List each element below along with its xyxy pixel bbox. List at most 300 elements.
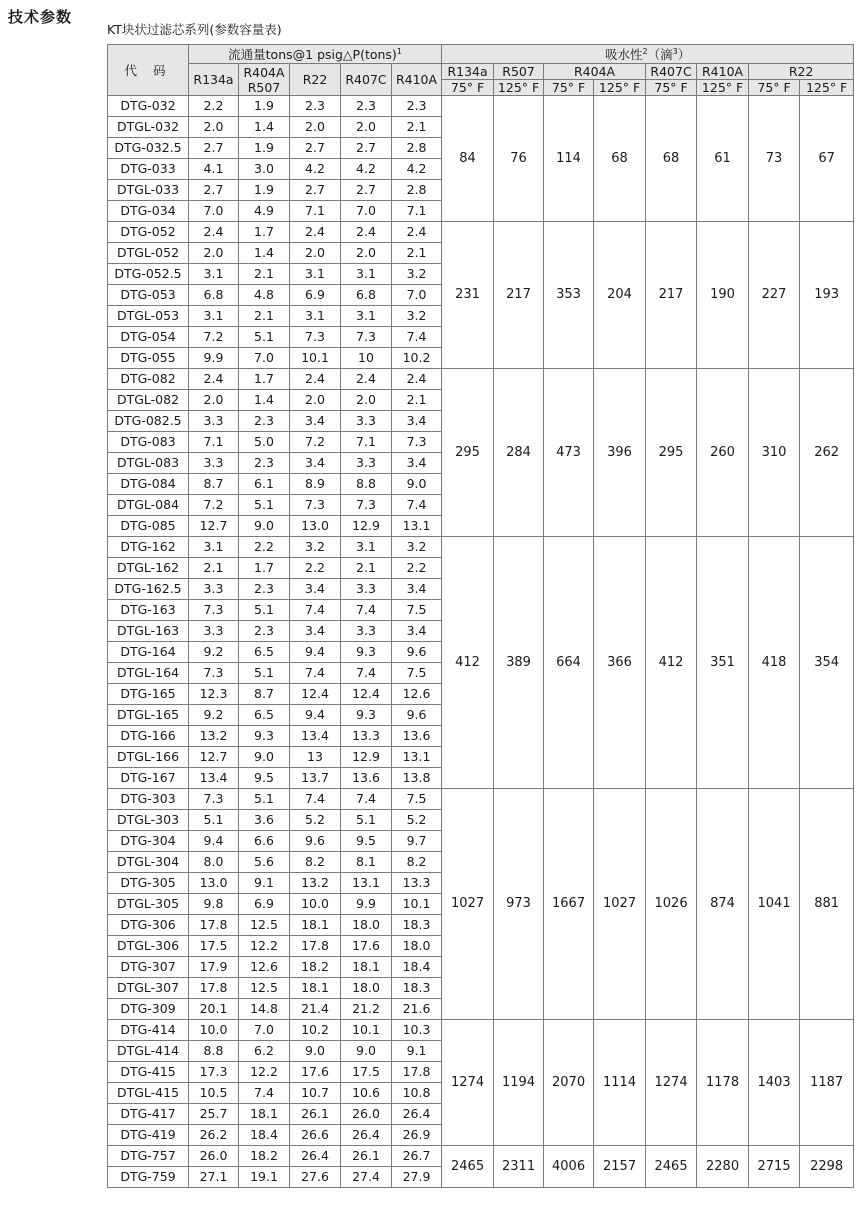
model-code-cell: DTG-307: [108, 957, 189, 978]
flow-value-cell: 9.3: [239, 726, 290, 747]
flow-value-cell: 26.7: [392, 1146, 442, 1167]
model-code-cell: DTGL-165: [108, 705, 189, 726]
model-code-cell: DTGL-162: [108, 558, 189, 579]
absorb-value-cell: 366: [594, 537, 646, 789]
flow-value-cell: 2.3: [392, 96, 442, 117]
flow-value-cell: 7.4: [290, 663, 341, 684]
model-code-cell: DTG-034: [108, 201, 189, 222]
flow-value-cell: 12.6: [239, 957, 290, 978]
header-flow-r134a: R134a: [189, 64, 239, 96]
flow-value-cell: 2.0: [290, 243, 341, 264]
flow-value-cell: 8.1: [341, 852, 392, 873]
flow-value-cell: 2.2: [290, 558, 341, 579]
header-temp: 75° F: [544, 80, 594, 96]
model-code-cell: DTG-417: [108, 1104, 189, 1125]
model-code-cell: DTG-083: [108, 432, 189, 453]
absorb-value-cell: 2311: [494, 1146, 544, 1188]
flow-value-cell: 2.1: [341, 558, 392, 579]
flow-value-cell: 10.0: [290, 894, 341, 915]
flow-value-cell: 9.4: [290, 642, 341, 663]
flow-value-cell: 9.2: [189, 705, 239, 726]
flow-value-cell: 1.4: [239, 117, 290, 138]
flow-value-cell: 7.5: [392, 789, 442, 810]
flow-value-cell: 17.8: [290, 936, 341, 957]
flow-value-cell: 5.1: [239, 600, 290, 621]
flow-value-cell: 9.5: [341, 831, 392, 852]
flow-value-cell: 2.4: [290, 222, 341, 243]
header-code: 代 码: [108, 45, 189, 96]
flow-value-cell: 10.2: [290, 1020, 341, 1041]
flow-value-cell: 13.4: [189, 768, 239, 789]
flow-value-cell: 2.0: [341, 243, 392, 264]
model-code-cell: DTG-082: [108, 369, 189, 390]
header-abs-r507: R507: [494, 64, 544, 80]
flow-value-cell: 7.4: [392, 327, 442, 348]
absorb-value-cell: 295: [646, 369, 697, 537]
flow-value-cell: 6.5: [239, 705, 290, 726]
flow-value-cell: 26.2: [189, 1125, 239, 1146]
flow-value-cell: 13.7: [290, 768, 341, 789]
flow-value-cell: 26.4: [392, 1104, 442, 1125]
table-body: [108, 96, 854, 1188]
flow-value-cell: 2.7: [189, 180, 239, 201]
flow-value-cell: 7.4: [290, 600, 341, 621]
table-row: [108, 369, 854, 390]
flow-value-cell: 2.1: [392, 390, 442, 411]
absorb-value-cell: 351: [697, 537, 749, 789]
flow-value-cell: 7.4: [392, 495, 442, 516]
absorb-value-cell: 262: [800, 369, 854, 537]
flow-value-cell: 13.2: [189, 726, 239, 747]
flow-value-cell: 9.6: [392, 705, 442, 726]
flow-value-cell: 7.0: [239, 348, 290, 369]
absorb-value-cell: 67: [800, 96, 854, 222]
flow-value-cell: 9.8: [189, 894, 239, 915]
absorb-value-cell: 1027: [442, 789, 494, 1020]
model-code-cell: DTGL-052: [108, 243, 189, 264]
absorb-value-cell: 1041: [749, 789, 800, 1020]
flow-value-cell: 1.7: [239, 558, 290, 579]
absorb-value-cell: 204: [594, 222, 646, 369]
flow-value-cell: 5.2: [290, 810, 341, 831]
flow-value-cell: 13: [290, 747, 341, 768]
flow-value-cell: 13.0: [189, 873, 239, 894]
flow-value-cell: 6.9: [290, 285, 341, 306]
flow-value-cell: 19.1: [239, 1167, 290, 1188]
table-row: [108, 1146, 854, 1167]
flow-value-cell: 3.4: [392, 579, 442, 600]
flow-value-cell: 5.1: [239, 663, 290, 684]
flow-value-cell: 17.8: [392, 1062, 442, 1083]
flow-value-cell: 3.1: [290, 264, 341, 285]
flow-value-cell: 18.1: [341, 957, 392, 978]
flow-value-cell: 2.4: [189, 222, 239, 243]
model-code-cell: DTGL-084: [108, 495, 189, 516]
flow-value-cell: 7.0: [392, 285, 442, 306]
flow-value-cell: 6.9: [239, 894, 290, 915]
flow-value-cell: 7.1: [341, 432, 392, 453]
model-code-cell: DTG-309: [108, 999, 189, 1020]
header-flow-r407c: R407C: [341, 64, 392, 96]
flow-value-cell: 3.3: [341, 621, 392, 642]
flow-value-cell: 7.3: [341, 327, 392, 348]
absorb-value-cell: 973: [494, 789, 544, 1020]
header-temp: 125° F: [594, 80, 646, 96]
flow-value-cell: 12.4: [341, 684, 392, 705]
flow-value-cell: 2.7: [189, 138, 239, 159]
flow-value-cell: 9.6: [290, 831, 341, 852]
absorb-value-cell: 874: [697, 789, 749, 1020]
flow-value-cell: 10.6: [341, 1083, 392, 1104]
absorb-value-cell: 193: [800, 222, 854, 369]
model-code-cell: DTG-305: [108, 873, 189, 894]
absorb-value-cell: 881: [800, 789, 854, 1020]
flow-value-cell: 7.4: [341, 600, 392, 621]
flow-value-cell: 9.1: [392, 1041, 442, 1062]
flow-value-cell: 10.2: [392, 348, 442, 369]
flow-value-cell: 7.3: [290, 495, 341, 516]
flow-value-cell: 7.3: [189, 789, 239, 810]
flow-value-cell: 5.1: [239, 495, 290, 516]
flow-value-cell: 2.3: [239, 579, 290, 600]
flow-value-cell: 13.6: [341, 768, 392, 789]
header-abs-r404a: R404A: [544, 64, 646, 80]
flow-value-cell: 6.1: [239, 474, 290, 495]
flow-value-cell: 3.4: [290, 579, 341, 600]
model-code-cell: DTGL-307: [108, 978, 189, 999]
flow-value-cell: 10.5: [189, 1083, 239, 1104]
flow-value-cell: 26.0: [341, 1104, 392, 1125]
flow-value-cell: 17.6: [290, 1062, 341, 1083]
absorb-value-cell: 2298: [800, 1146, 854, 1188]
flow-value-cell: 5.1: [189, 810, 239, 831]
flow-value-cell: 27.9: [392, 1167, 442, 1188]
flow-value-cell: 2.1: [239, 264, 290, 285]
flow-value-cell: 3.3: [341, 411, 392, 432]
flow-value-cell: 2.1: [392, 117, 442, 138]
flow-value-cell: 6.2: [239, 1041, 290, 1062]
flow-value-cell: 2.7: [341, 138, 392, 159]
flow-value-cell: 26.9: [392, 1125, 442, 1146]
flow-value-cell: 5.6: [239, 852, 290, 873]
flow-value-cell: 9.9: [189, 348, 239, 369]
model-code-cell: DTGL-304: [108, 852, 189, 873]
flow-value-cell: 7.4: [341, 663, 392, 684]
absorb-value-cell: 412: [442, 537, 494, 789]
flow-value-cell: 3.3: [189, 621, 239, 642]
model-code-cell: DTG-162: [108, 537, 189, 558]
flow-value-cell: 2.8: [392, 180, 442, 201]
flow-value-cell: 18.0: [341, 915, 392, 936]
flow-value-cell: 2.7: [290, 138, 341, 159]
flow-value-cell: 27.4: [341, 1167, 392, 1188]
absorb-value-cell: 412: [646, 537, 697, 789]
model-code-cell: DTG-415: [108, 1062, 189, 1083]
model-code-cell: DTG-414: [108, 1020, 189, 1041]
model-code-cell: DTG-164: [108, 642, 189, 663]
flow-value-cell: 2.4: [341, 369, 392, 390]
absorb-value-cell: 389: [494, 537, 544, 789]
flow-value-cell: 7.2: [189, 327, 239, 348]
flow-value-cell: 8.7: [239, 684, 290, 705]
flow-value-cell: 8.7: [189, 474, 239, 495]
parameter-table: [107, 44, 854, 1188]
flow-value-cell: 3.1: [341, 537, 392, 558]
flow-value-cell: 2.2: [189, 96, 239, 117]
header-flow-r22: R22: [290, 64, 341, 96]
model-code-cell: DTGL-083: [108, 453, 189, 474]
absorb-value-cell: 76: [494, 96, 544, 222]
flow-value-cell: 7.1: [290, 201, 341, 222]
flow-value-cell: 12.3: [189, 684, 239, 705]
flow-value-cell: 18.1: [290, 915, 341, 936]
flow-value-cell: 5.1: [239, 789, 290, 810]
flow-value-cell: 9.4: [290, 705, 341, 726]
header-abs-r22: R22: [749, 64, 854, 80]
absorb-value-cell: 1027: [594, 789, 646, 1020]
flow-value-cell: 10.1: [290, 348, 341, 369]
flow-value-cell: 7.0: [239, 1020, 290, 1041]
flow-value-cell: 7.4: [341, 789, 392, 810]
absorb-value-cell: 260: [697, 369, 749, 537]
flow-value-cell: 26.4: [290, 1146, 341, 1167]
flow-value-cell: 7.1: [392, 201, 442, 222]
flow-value-cell: 18.4: [239, 1125, 290, 1146]
model-code-cell: DTG-303: [108, 789, 189, 810]
flow-value-cell: 8.0: [189, 852, 239, 873]
flow-value-cell: 2.3: [239, 411, 290, 432]
flow-value-cell: 5.1: [239, 327, 290, 348]
flow-value-cell: 7.3: [290, 327, 341, 348]
flow-value-cell: 21.2: [341, 999, 392, 1020]
flow-value-cell: 10.3: [392, 1020, 442, 1041]
model-code-cell: DTGL-414: [108, 1041, 189, 1062]
table-row: [108, 96, 854, 117]
header-abs-r410a: R410A: [697, 64, 749, 80]
flow-value-cell: 27.1: [189, 1167, 239, 1188]
model-code-cell: DTG-163: [108, 600, 189, 621]
flow-value-cell: 7.0: [341, 201, 392, 222]
flow-value-cell: 27.6: [290, 1167, 341, 1188]
flow-value-cell: 18.1: [239, 1104, 290, 1125]
flow-value-cell: 9.3: [341, 705, 392, 726]
flow-value-cell: 2.4: [392, 222, 442, 243]
flow-value-cell: 3.4: [392, 411, 442, 432]
flow-value-cell: 7.3: [341, 495, 392, 516]
model-code-cell: DTG-165: [108, 684, 189, 705]
flow-value-cell: 17.5: [341, 1062, 392, 1083]
header-abs-r134a: R134a: [442, 64, 494, 80]
flow-value-cell: 7.3: [392, 432, 442, 453]
flow-value-cell: 18.2: [290, 957, 341, 978]
flow-value-cell: 3.2: [392, 537, 442, 558]
flow-value-cell: 2.4: [290, 369, 341, 390]
flow-value-cell: 26.1: [290, 1104, 341, 1125]
flow-value-cell: 18.2: [239, 1146, 290, 1167]
flow-value-cell: 26.6: [290, 1125, 341, 1146]
flow-value-cell: 9.5: [239, 768, 290, 789]
model-code-cell: DTG-304: [108, 831, 189, 852]
model-code-cell: DTG-052: [108, 222, 189, 243]
flow-value-cell: 18.4: [392, 957, 442, 978]
absorb-value-cell: 227: [749, 222, 800, 369]
flow-value-cell: 2.7: [290, 180, 341, 201]
model-code-cell: DTG-085: [108, 516, 189, 537]
absorb-value-cell: 2465: [646, 1146, 697, 1188]
flow-value-cell: 1.7: [239, 369, 290, 390]
flow-value-cell: 2.0: [341, 117, 392, 138]
absorb-value-cell: 84: [442, 96, 494, 222]
flow-value-cell: 4.1: [189, 159, 239, 180]
flow-value-cell: 2.4: [189, 369, 239, 390]
flow-value-cell: 2.1: [189, 558, 239, 579]
header-temp: 75° F: [646, 80, 697, 96]
flow-value-cell: 3.3: [341, 579, 392, 600]
flow-value-cell: 4.2: [290, 159, 341, 180]
table-row: [108, 222, 854, 243]
flow-value-cell: 4.2: [341, 159, 392, 180]
model-code-cell: DTG-032: [108, 96, 189, 117]
header-temp: 125° F: [697, 80, 749, 96]
flow-value-cell: 7.1: [189, 432, 239, 453]
flow-value-cell: 12.2: [239, 1062, 290, 1083]
flow-value-cell: 12.9: [341, 516, 392, 537]
flow-value-cell: 1.4: [239, 243, 290, 264]
flow-value-cell: 2.0: [189, 243, 239, 264]
flow-value-cell: 5.2: [392, 810, 442, 831]
flow-value-cell: 25.7: [189, 1104, 239, 1125]
flow-value-cell: 7.3: [189, 600, 239, 621]
absorb-value-cell: 473: [544, 369, 594, 537]
flow-value-cell: 3.1: [290, 306, 341, 327]
model-code-cell: DTG-759: [108, 1167, 189, 1188]
flow-value-cell: 3.3: [341, 453, 392, 474]
flow-value-cell: 13.8: [392, 768, 442, 789]
flow-value-cell: 9.0: [392, 474, 442, 495]
absorb-value-cell: 1187: [800, 1020, 854, 1146]
flow-value-cell: 10.1: [341, 1020, 392, 1041]
flow-value-cell: 26.4: [341, 1125, 392, 1146]
flow-value-cell: 5.1: [341, 810, 392, 831]
flow-value-cell: 9.0: [290, 1041, 341, 1062]
model-code-cell: DTGL-053: [108, 306, 189, 327]
absorb-value-cell: 217: [494, 222, 544, 369]
table-row: [108, 789, 854, 810]
flow-value-cell: 3.2: [392, 264, 442, 285]
flow-value-cell: 2.4: [392, 369, 442, 390]
absorb-value-cell: 1194: [494, 1020, 544, 1146]
flow-value-cell: 10.1: [392, 894, 442, 915]
flow-value-cell: 10.0: [189, 1020, 239, 1041]
flow-value-cell: 10: [341, 348, 392, 369]
table-subtitle: KT块状过滤芯系列(参数容量表): [107, 22, 282, 37]
flow-value-cell: 8.2: [392, 852, 442, 873]
flow-value-cell: 13.1: [392, 747, 442, 768]
model-code-cell: DTG-306: [108, 915, 189, 936]
model-code-cell: DTGL-303: [108, 810, 189, 831]
flow-value-cell: 12.5: [239, 978, 290, 999]
flow-value-cell: 9.0: [239, 516, 290, 537]
flow-value-cell: 3.6: [239, 810, 290, 831]
absorb-value-cell: 2157: [594, 1146, 646, 1188]
flow-value-cell: 2.2: [392, 558, 442, 579]
header-temp: 75° F: [442, 80, 494, 96]
flow-value-cell: 9.1: [239, 873, 290, 894]
flow-value-cell: 1.9: [239, 96, 290, 117]
model-code-cell: DTGL-163: [108, 621, 189, 642]
flow-value-cell: 2.3: [341, 96, 392, 117]
flow-value-cell: 9.0: [341, 1041, 392, 1062]
flow-value-cell: 8.9: [290, 474, 341, 495]
flow-value-cell: 10.7: [290, 1083, 341, 1104]
flow-value-cell: 3.1: [189, 264, 239, 285]
flow-value-cell: 12.7: [189, 747, 239, 768]
flow-value-cell: 8.2: [290, 852, 341, 873]
flow-value-cell: 2.0: [189, 390, 239, 411]
flow-value-cell: 17.6: [341, 936, 392, 957]
absorb-value-cell: 1026: [646, 789, 697, 1020]
flow-value-cell: 3.4: [290, 453, 341, 474]
absorb-value-cell: 354: [800, 537, 854, 789]
header-flow-r410a: R410A: [392, 64, 442, 96]
model-code-cell: DTG-162.5: [108, 579, 189, 600]
flow-value-cell: 2.0: [189, 117, 239, 138]
model-code-cell: DTGL-415: [108, 1083, 189, 1104]
header-flow: 流通量tons@1 psig△P(tons)$^1$: [189, 45, 442, 64]
flow-value-cell: 2.8: [392, 138, 442, 159]
header-absorb: 吸水性$^2$（滴$^3$）: [442, 45, 854, 64]
absorb-value-cell: 284: [494, 369, 544, 537]
flow-value-cell: 21.6: [392, 999, 442, 1020]
flow-value-cell: 3.0: [239, 159, 290, 180]
flow-value-cell: 9.4: [189, 831, 239, 852]
model-code-cell: DTG-053: [108, 285, 189, 306]
flow-value-cell: 3.4: [290, 621, 341, 642]
flow-value-cell: 13.6: [392, 726, 442, 747]
flow-value-cell: 7.5: [392, 600, 442, 621]
flow-value-cell: 13.4: [290, 726, 341, 747]
model-code-cell: DTGL-032: [108, 117, 189, 138]
flow-value-cell: 1.9: [239, 138, 290, 159]
absorb-value-cell: 4006: [544, 1146, 594, 1188]
absorb-value-cell: 190: [697, 222, 749, 369]
flow-value-cell: 8.8: [189, 1041, 239, 1062]
flow-value-cell: 2.3: [239, 453, 290, 474]
absorb-value-cell: 231: [442, 222, 494, 369]
flow-value-cell: 3.1: [189, 306, 239, 327]
flow-value-cell: 1.4: [239, 390, 290, 411]
flow-value-cell: 7.0: [189, 201, 239, 222]
absorb-value-cell: 61: [697, 96, 749, 222]
table-row: [108, 1020, 854, 1041]
flow-value-cell: 3.3: [189, 579, 239, 600]
flow-value-cell: 9.7: [392, 831, 442, 852]
flow-value-cell: 26.1: [341, 1146, 392, 1167]
flow-value-cell: 17.5: [189, 936, 239, 957]
absorb-value-cell: 1114: [594, 1020, 646, 1146]
flow-value-cell: 2.2: [239, 537, 290, 558]
flow-value-cell: 9.3: [341, 642, 392, 663]
flow-value-cell: 2.1: [392, 243, 442, 264]
flow-value-cell: 2.0: [290, 117, 341, 138]
flow-value-cell: 4.8: [239, 285, 290, 306]
absorb-value-cell: 396: [594, 369, 646, 537]
flow-value-cell: 6.8: [341, 285, 392, 306]
flow-value-cell: 18.0: [392, 936, 442, 957]
absorb-value-cell: 295: [442, 369, 494, 537]
flow-value-cell: 3.3: [189, 411, 239, 432]
absorb-value-cell: 73: [749, 96, 800, 222]
